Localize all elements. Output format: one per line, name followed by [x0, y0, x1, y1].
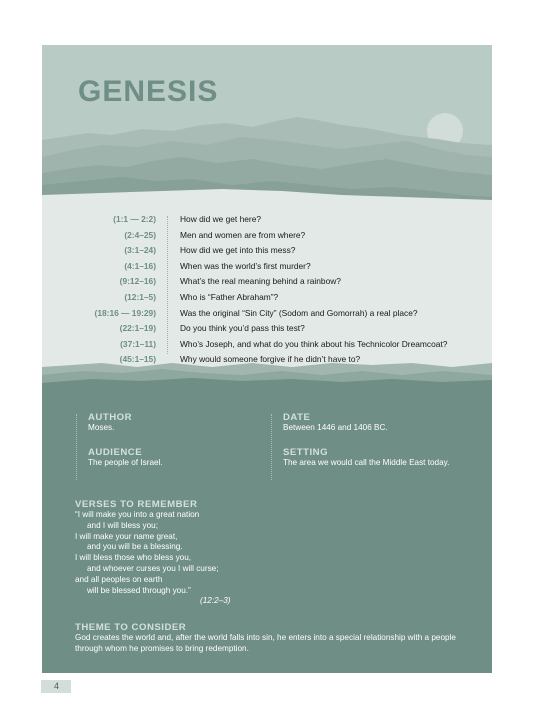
verse-line: and all peoples on earth	[75, 574, 163, 584]
verses-section	[75, 499, 455, 607]
question-reference: (2:4–25)	[124, 229, 156, 240]
question-reference: (22:1–19)	[119, 323, 156, 334]
question-reference: (45:1–15)	[119, 354, 156, 365]
right-dotted-divider	[271, 414, 272, 480]
date-text: Between 1446 and 1406 BC.	[283, 423, 388, 432]
verse-text	[75, 510, 455, 607]
question-row	[42, 243, 492, 259]
verse-line: and I will bless you;	[87, 520, 158, 530]
setting-text: The area we would call the Middle East today.	[283, 458, 450, 467]
question-text: What’s the real meaning behind a rainbow?	[180, 276, 341, 287]
question-row	[42, 321, 492, 337]
question-text: Was the original “Sin City” (Sodom and Gomorrah) a real place?	[180, 307, 418, 318]
verse-reference: (12:2–3)	[200, 596, 231, 606]
question-reference: (12:1–5)	[124, 291, 156, 302]
header-landscape	[42, 45, 492, 390]
question-row	[42, 352, 492, 368]
question-row	[42, 259, 492, 275]
question-text: When was the world’s first murder?	[180, 260, 311, 271]
setting-section	[283, 447, 463, 469]
book-title: GENESIS	[78, 75, 219, 108]
question-list	[42, 212, 492, 368]
verse-line: will be blessed through you.”	[87, 585, 191, 595]
question-reference: (1:1 — 2:2)	[113, 214, 156, 224]
audience-section	[88, 447, 258, 469]
theme-label: THEME TO CONSIDER	[75, 622, 187, 633]
question-text: Men and women are from where?	[180, 229, 306, 240]
question-reference: (37:1–11)	[120, 338, 156, 349]
question-text: Who is “Father Abraham”?	[180, 291, 279, 302]
question-text: Do you think you’d pass this test?	[180, 323, 305, 334]
question-text: How did we get here?	[180, 214, 262, 224]
question-row	[42, 274, 492, 290]
page	[42, 45, 492, 673]
question-row	[42, 228, 492, 244]
verse-line: I will bless those who bless you,	[75, 553, 192, 563]
question-reference: (4:1–16)	[124, 260, 156, 271]
audience-label: AUDIENCE	[88, 447, 143, 458]
theme-section	[75, 622, 465, 654]
setting-label: SETTING	[283, 447, 329, 458]
date-label: DATE	[283, 412, 311, 423]
verse-line: I will make your name great,	[75, 531, 178, 541]
author-section	[88, 412, 258, 434]
question-row	[42, 290, 492, 306]
question-reference: (9:12–16)	[119, 276, 156, 287]
question-text: Who’s Joseph, and what do you think about his Technicolor Dreamcoat?	[180, 338, 448, 349]
book-overview	[42, 390, 492, 673]
question-row	[42, 337, 492, 353]
question-text: How did we get into this mess?	[180, 245, 296, 256]
author-label: AUTHOR	[88, 412, 133, 423]
page-number: 4	[41, 680, 71, 693]
author-text: Moses.	[88, 423, 115, 432]
verses-label: VERSES TO REMEMBER	[75, 499, 198, 510]
date-section	[283, 412, 463, 434]
verse-line: and you will be a blessing.	[87, 542, 183, 552]
left-dotted-divider	[76, 414, 77, 480]
verse-line: “I will make you into a great nation	[75, 510, 200, 519]
audience-text: The people of Israel.	[88, 458, 163, 467]
question-row	[42, 212, 492, 228]
theme-text: God creates the world and, after the world falls into sin, he enters into a special relationship with a people through whom he promises to bring redemption.	[75, 633, 456, 653]
question-reference: (3:1–24)	[124, 245, 156, 256]
question-reference: (18:16 — 19:29)	[94, 307, 156, 318]
verse-line: and whoever curses you I will curse;	[87, 563, 219, 573]
question-row	[42, 306, 492, 322]
question-text: Why would someone forgive if he didn’t have to?	[180, 354, 361, 365]
